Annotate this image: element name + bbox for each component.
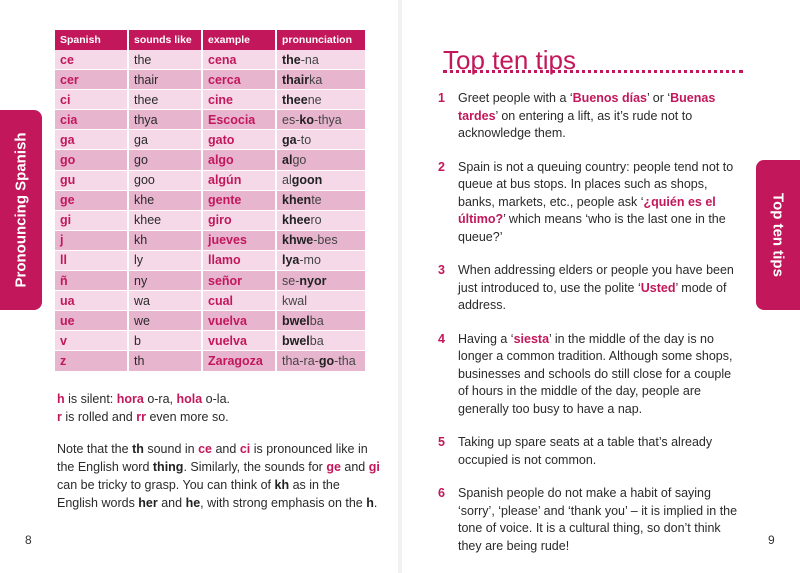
example-cell: vuelva [202,311,276,331]
section-tab-left [0,110,42,310]
syllable: ne [307,92,322,107]
pronunciation-cell [276,90,366,110]
section-tab-right-label: Top ten tips [769,193,787,277]
tip-item [438,90,743,143]
note-text: and [212,442,240,456]
note-text: , with strong emphasis on the [200,496,367,510]
tip-number: 5 [438,435,445,449]
tip-text: ’ in the middle of the day is no longer a common tradition. Although some shops, businesses and schools do still close for a couple of hours in the middle of the day, people are generally too busy to have a nap. [458,331,733,416]
pronunciation-cell [276,351,366,371]
syllable: ka [309,72,323,87]
note-text: . [373,496,378,510]
page-number-right: 9 [768,533,775,547]
section-tab-left-label: Pronouncing Spanish [12,132,30,288]
stressed-syllable: ga [282,132,297,147]
tip-text: Greet people with a ‘ [458,91,573,105]
table-row [55,250,366,270]
syllable: -thya [313,112,342,127]
tip-text: Spain is not a queuing country: people tend not to queue at bus stops. In places such as shops, banks, markets, etc., people ask ‘ [458,159,734,209]
note-text: o-ra, [143,392,177,406]
table-header-row [55,30,366,50]
stressed-syllable: nyor [299,273,327,288]
spanish-cell: go [55,150,128,170]
spanish-cell: v [55,331,128,351]
header-sounds-like: sounds like [128,30,202,50]
pronunciation-cell [276,230,366,250]
tip-phrase: Buenos días [572,91,647,105]
table-row [55,210,366,230]
stressed-syllable: khen [282,193,312,208]
tip-number: 4 [438,331,445,346]
sounds-like-cell: thee [128,90,202,110]
table-row [55,271,366,291]
note-text: as in the English words [57,478,340,510]
sounds-like-cell: kh [128,230,202,250]
pronunciation-table [55,30,367,372]
note-bold: thing [152,460,184,474]
note-bold: h [366,496,374,510]
note-bold: ci [239,442,251,456]
example-cell: vuelva [202,331,276,351]
stressed-syllable: al [282,153,293,168]
syllable: ba [309,333,324,348]
pronunciation-cell [276,291,366,311]
spanish-cell: ue [55,311,128,331]
pronunciation-cell [276,271,366,291]
sounds-like-cell: b [128,331,202,351]
table-row [55,130,366,150]
example-cell: gente [202,190,276,210]
note-bold: th [132,442,144,456]
note-bold: kh [274,478,290,492]
example-cell: giro [202,210,276,230]
tip-number: 2 [438,159,445,174]
tip-number: 1 [438,91,445,105]
silent-letters-note [57,390,382,426]
syllable: go [292,153,307,168]
note-bold: he [185,496,201,510]
tip-text: ’ on entering a lift, as it’s rude not to acknowledge them. [458,108,693,140]
stressed-syllable: khwe [282,233,314,248]
spanish-cell: ll [55,250,128,270]
table-row [55,230,366,250]
sounds-like-cell: khee [128,210,202,230]
spanish-cell: j [55,230,128,250]
syllable: kwal [282,293,308,308]
example-cell: señor [202,271,276,291]
syllable: al [282,173,292,188]
note-text: o-la. [202,392,230,406]
tip-item [438,262,743,315]
header-pronunciation: pronunciation [276,30,366,50]
example-cell: cual [202,291,276,311]
tip-phrase: ¿quién es el último? [458,194,716,226]
tip-phrase: Usted [640,280,676,295]
table-row [55,170,366,190]
tip-text: Taking up spare seats at a table that’s already occupied is not common. [458,435,713,467]
table-row [55,190,366,210]
tip-item [438,485,743,555]
note-text: Note that the [57,442,133,456]
sounds-like-cell: we [128,311,202,331]
pronunciation-note [57,440,382,512]
syllable: te [311,193,322,208]
sounds-like-cell: go [128,150,202,170]
spanish-cell: z [55,351,128,371]
spanish-cell: ge [55,190,128,210]
page-number-left: 8 [25,533,32,547]
tips-list [438,90,743,571]
syllable: -to [296,132,312,147]
example-cell: Zaragoza [202,351,276,371]
sounds-like-cell: ny [128,271,202,291]
example-cell: cine [202,90,276,110]
pronunciation-cell [276,311,366,331]
sounds-like-cell: th [128,351,202,371]
note-text: sound in [143,442,199,456]
example-cell: cena [202,50,276,70]
note-letter: r [57,410,62,424]
sounds-like-cell: ly [128,250,202,270]
example-cell: jueves [202,230,276,250]
pronunciation-cell [276,190,366,210]
table-row [55,150,366,170]
example-cell: cerca [202,70,276,90]
table-row [55,331,366,351]
stressed-syllable: thee [282,92,308,107]
note-bold: gi [368,460,380,474]
note-text: and [340,460,369,474]
stressed-syllable: bwel [282,313,310,328]
note-text: even more so. [145,410,229,424]
note-text: is pronounced like in the English word [57,442,368,474]
tip-number: 3 [438,263,445,277]
stressed-syllable: khee [282,213,311,228]
note-text: is rolled and [61,410,137,424]
stressed-syllable: lya [282,253,300,268]
spanish-cell: ua [55,291,128,311]
pronunciation-cell [276,250,366,270]
syllable: ro [310,213,322,228]
example-cell: algún [202,170,276,190]
spanish-cell: cer [55,70,128,90]
spanish-cell: ce [55,50,128,70]
syllable: -tha [334,353,356,368]
section-tab-right [756,160,800,310]
sounds-like-cell: khe [128,190,202,210]
example-cell: gato [202,130,276,150]
table-row [55,291,366,311]
page-title: Top ten tips [443,45,576,76]
note-letter: rr [136,410,146,424]
sounds-like-cell: goo [128,170,202,190]
syllable: -mo [299,253,321,268]
stressed-syllable: thair [282,72,310,87]
stressed-syllable: goon [291,173,323,188]
dotted-divider [443,70,743,73]
note-bold: ce [198,442,212,456]
note-text: is silent: [64,392,117,406]
stressed-syllable: go [318,353,335,368]
sounds-like-cell: wa [128,291,202,311]
note-bold: her [138,496,158,510]
sounds-like-cell: thair [128,70,202,90]
note-text: and [157,496,186,510]
note-text: can be tricky to grasp. You can think of [57,478,275,492]
tip-text: Spanish people do not make a habit of saying ‘sorry’, ‘please’ and ‘thank you’ – it is implied in the tone of voice. It is a cultural thing, so don’t think they are being rude! [458,486,738,553]
table-row [55,110,366,130]
spanish-cell: cia [55,110,128,130]
note-word: hola [176,392,203,406]
note-letter: h [57,392,65,406]
tip-number: 6 [438,486,445,500]
pronunciation-cell [276,70,366,90]
tip-item [438,434,743,469]
table-row [55,50,366,70]
pronunciation-cell [276,150,366,170]
sounds-like-cell: the [128,50,202,70]
tip-text: Having a ‘ [458,331,514,346]
header-spanish: Spanish [55,30,128,50]
spanish-cell: ga [55,130,128,150]
spanish-cell: ci [55,90,128,110]
note-word: hora [116,392,144,406]
stressed-syllable: ko [299,112,314,127]
spanish-cell: gu [55,170,128,190]
stressed-syllable: the [282,52,301,67]
tip-text: ’ mode of address. [458,280,727,312]
tip-phrase: siesta [513,331,550,346]
syllable: se- [282,273,300,288]
tip-text: ’ which means ‘who is the last one in the queue?’ [458,212,726,244]
spanish-cell: gi [55,210,128,230]
tip-text: When addressing elders or people you have been just introduced to, use the polite ‘ [458,263,734,295]
table-row [55,351,366,371]
tip-phrase: Buenas tardes [458,91,716,123]
sounds-like-cell: ga [128,130,202,150]
syllable: -na [300,52,319,67]
tip-text: ’ or ‘ [646,91,671,105]
spanish-cell: ñ [55,271,128,291]
pronunciation-cell [276,170,366,190]
note-text: . Similarly, the sounds for [183,460,327,474]
example-cell: llamo [202,250,276,270]
example-cell: Escocia [202,110,276,130]
note-bold: ge [326,460,341,474]
syllable: tha-ra- [282,353,319,368]
sounds-like-cell: thya [128,110,202,130]
pronunciation-cell [276,50,366,70]
syllable: es- [282,112,300,127]
pronunciation-cell [276,331,366,351]
table-row [55,311,366,331]
table-row [55,90,366,110]
pronunciation-cell [276,110,366,130]
tip-item [438,159,743,247]
header-example: example [202,30,276,50]
stressed-syllable: bwel [282,333,310,348]
syllable: ba [309,313,324,328]
tip-item [438,331,743,419]
syllable: -bes [313,233,338,248]
table-row [55,70,366,90]
pronunciation-cell [276,210,366,230]
example-cell: algo [202,150,276,170]
pronunciation-cell [276,130,366,150]
